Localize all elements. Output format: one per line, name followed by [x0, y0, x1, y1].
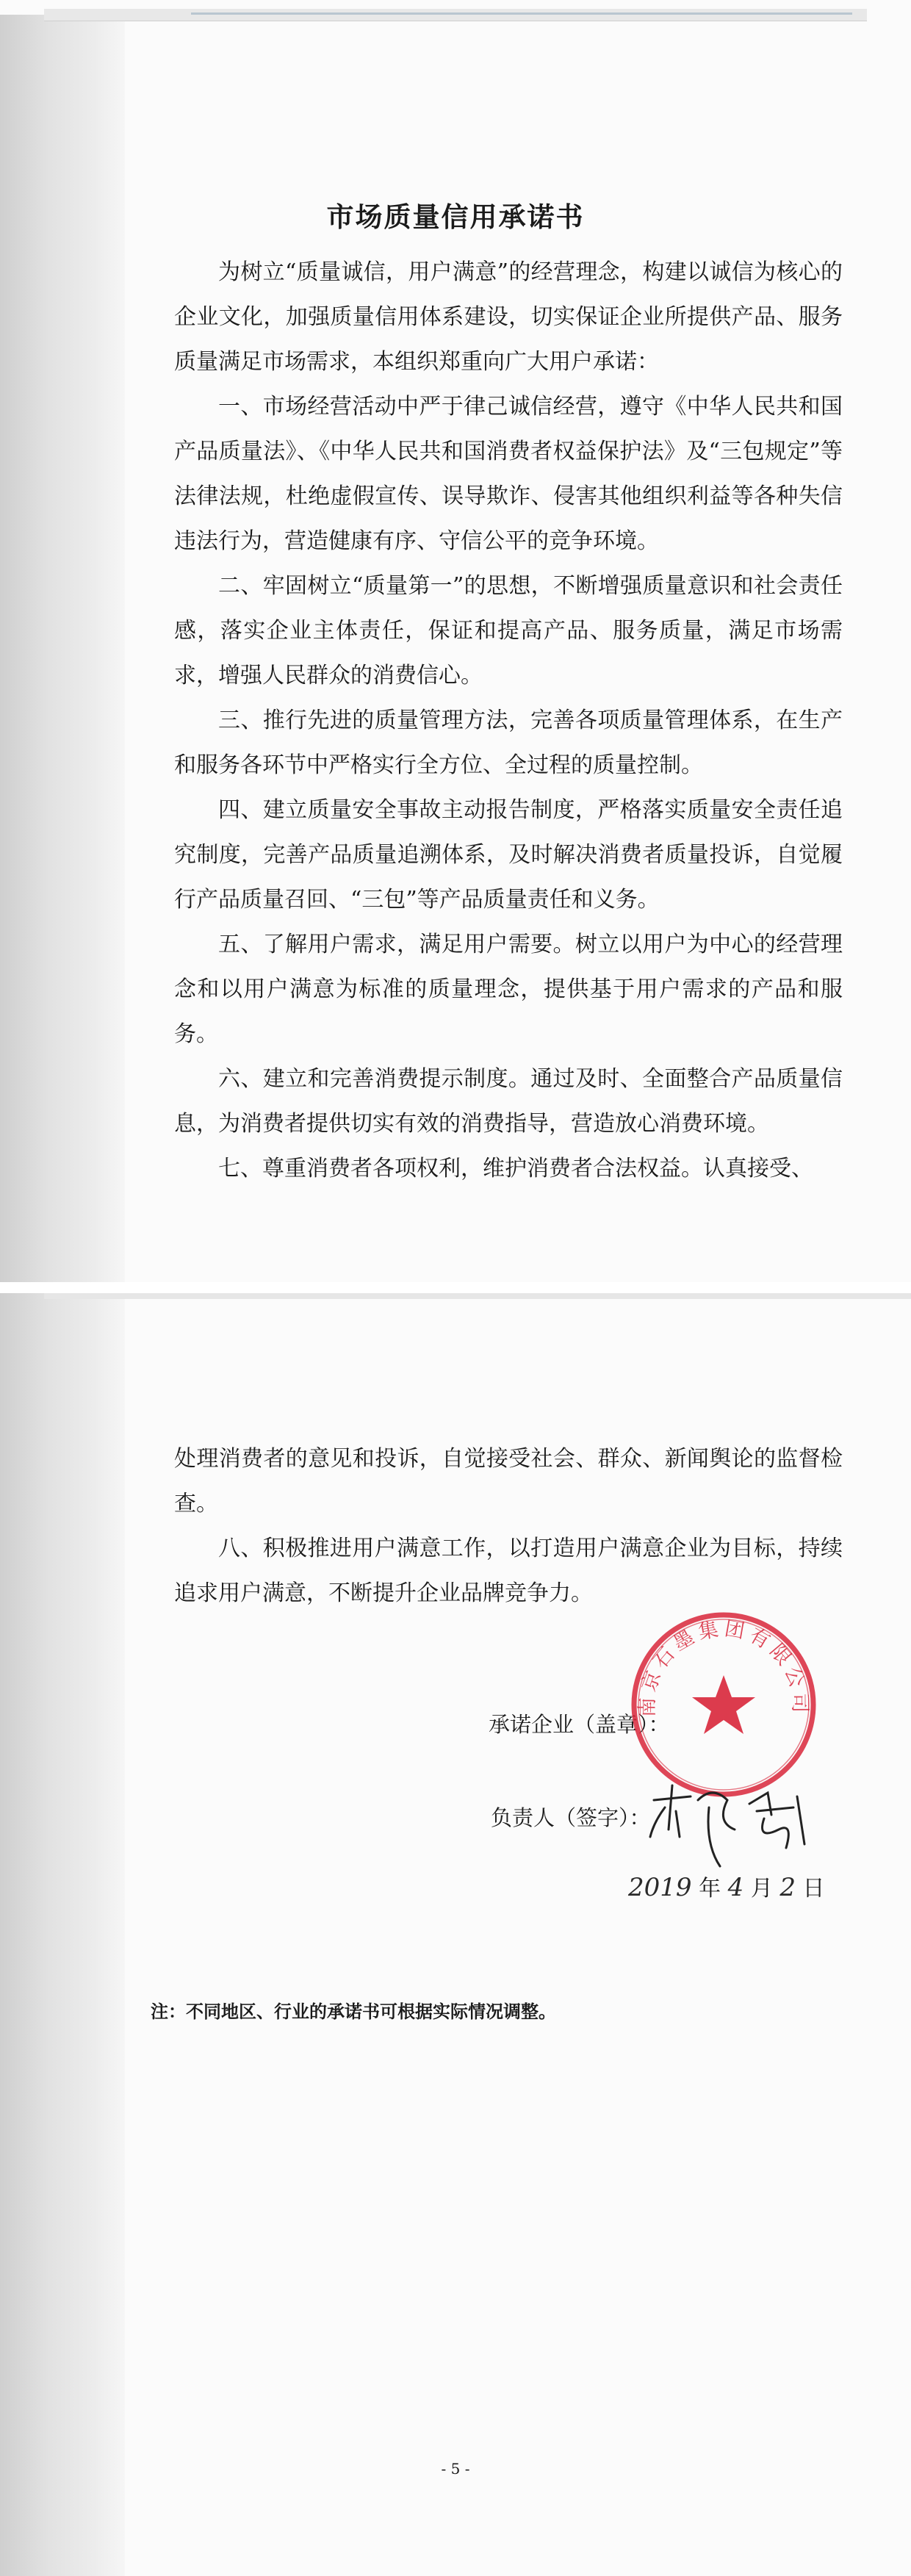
date-day-char: 日	[802, 1876, 825, 1902]
company-seal	[624, 1605, 823, 1804]
clause-1: 一、市场经营活动中严于律己诚信经营，遵守《中华人民共和国产品质量法》、《中华人民共和国消费者权益保护法》及“三包规定”等法律法规，杜绝虚假宣传、误导欺诈、侵害其他组织利益等各种失信违法行为，营造健康有序、守信公平的竞争环境。	[174, 394, 843, 554]
handwritten-signature	[647, 1778, 845, 1874]
signing-date	[628, 1870, 825, 1902]
clause-7-continuation: 处理消费者的意见和投诉，自觉接受社会、群众、新闻舆论的监督检查。	[174, 1446, 843, 1517]
clause-4: 四、建立质量安全事故主动报告制度，严格落实质量安全责任追究制度，完善产品质量追溯体系，及时解决消费者质量投诉，自觉履行产品质量召回、“三包”等产品质量责任和义务。	[174, 797, 843, 913]
page-2-top-edge	[44, 1293, 911, 1299]
responsible-label: 负责人（签字）：	[491, 1805, 651, 1830]
page-number: - 5 -	[441, 2460, 470, 2478]
page-1-body	[174, 250, 843, 1191]
clause-7-start: 七、尊重消费者各项权利，维护消费者合法权益。认真接受、	[218, 1156, 813, 1181]
date-year-handwritten: 2019	[628, 1873, 692, 1902]
signatory-label: 承诺企业（盖章）：	[489, 1712, 670, 1737]
page-top-edge	[44, 9, 867, 21]
clause-5: 五、了解用户需求，满足用户需要。树立以用户为中心的经营理念和以用户满意为标准的质量理念，提供基于用户需求的产品和服务。	[174, 932, 843, 1047]
page-gap	[0, 1282, 911, 1293]
date-month-handwritten: 4	[727, 1873, 744, 1902]
document-title: 市场质量信用承诺书	[326, 201, 585, 233]
date-day-handwritten: 2	[779, 1873, 796, 1902]
binding-shadow-2	[0, 1293, 125, 2576]
intro-paragraph: 为树立“质量诚信，用户满意”的经营理念，构建以诚信为核心的企业文化，加强质量信用体系建设，切实保证企业所提供产品、服务质量满足市场需求，本组织郑重向广大用户承诺：	[174, 259, 843, 375]
page-2-body	[174, 1436, 843, 1616]
star-icon	[692, 1675, 755, 1734]
date-year-char: 年	[699, 1876, 721, 1902]
adjustment-note: 注：不同地区、行业的承诺书可根据实际情况调整。	[151, 2001, 556, 2022]
clause-3: 三、推行先进的质量管理方法，完善各项质量管理体系，在生产和服务各环节中严格实行全方位、全过程的质量控制。	[174, 708, 843, 778]
clause-8: 八、积极推进用户满意工作，以打造用户满意企业为目标，持续追求用户满意，不断提升企业品牌竞争力。	[174, 1536, 843, 1606]
clause-2: 二、牢固树立“质量第一”的思想，不断增强质量意识和社会责任感，落实企业主体责任，保证和提高产品、服务质量，满足市场需求，增强人民群众的消费信心。	[174, 573, 843, 688]
clause-6: 六、建立和完善消费提示制度。通过及时、全面整合产品质量信息，为消费者提供切实有效的消费指导，营造放心消费环境。	[174, 1066, 843, 1137]
date-month-char: 月	[750, 1876, 773, 1902]
svg-text:南京石墨集团有限公司: 南京石墨集团有限公司	[635, 1617, 812, 1718]
